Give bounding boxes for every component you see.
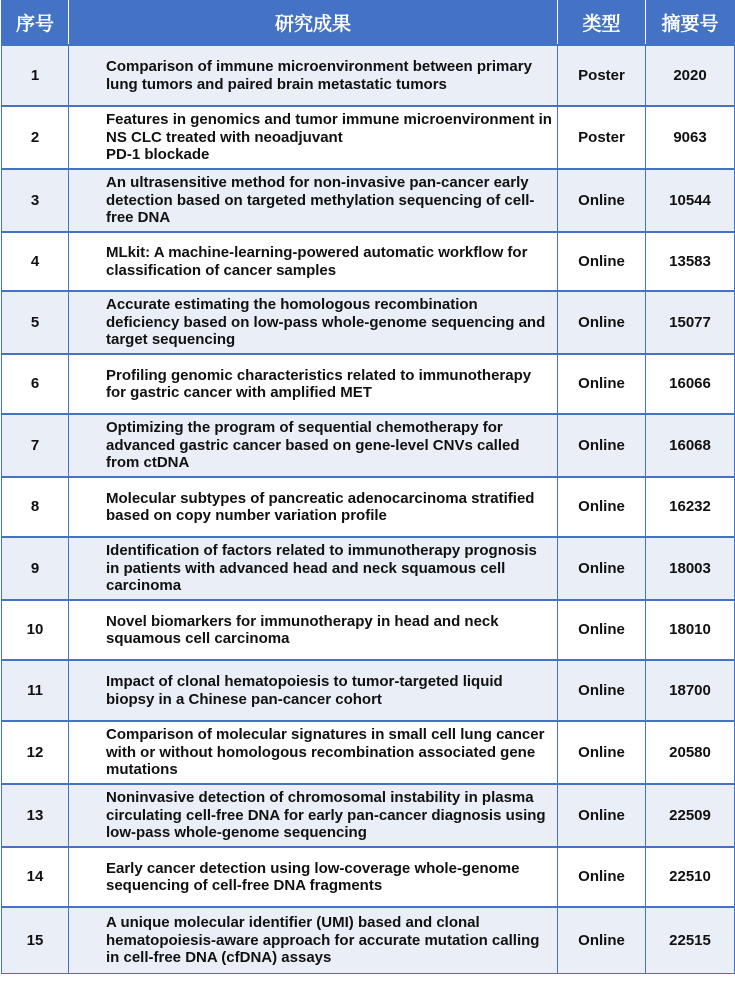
row-abstract-number: 16068	[646, 414, 735, 477]
row-index: 4	[2, 232, 69, 291]
table-row	[2, 106, 735, 169]
row-type: Online	[558, 291, 646, 354]
row-index: 10	[2, 600, 69, 660]
results-table	[1, 0, 735, 974]
row-abstract-number: 16232	[646, 477, 735, 537]
row-index: 8	[2, 477, 69, 537]
row-title	[69, 45, 558, 106]
row-index: 6	[2, 354, 69, 414]
row-title-text: Profiling genomic characteristics related to immunotherapy for gastric cancer with amplified MET	[106, 366, 532, 401]
row-abstract-number: 9063	[646, 106, 735, 169]
row-title	[69, 537, 558, 600]
row-index: 15	[2, 907, 69, 973]
table-row	[2, 847, 735, 907]
row-index: 7	[2, 414, 69, 477]
row-abstract-number: 15077	[646, 291, 735, 354]
row-type: Online	[558, 600, 646, 660]
row-title-text: Comparison of molecular signatures in small cell lung cancer with or without homologous recombination associated gene mutations	[106, 726, 545, 779]
row-abstract-number: 18700	[646, 660, 735, 721]
row-title-text: Optimizing the program of sequential chemotherapy for advanced gastric cancer based on gene-level CNVs called from ctDNA	[106, 419, 520, 472]
row-type: Online	[558, 721, 646, 784]
row-title-text: Molecular subtypes of pancreatic adenocarcinoma stratified based on copy number variation profile	[106, 489, 535, 524]
row-abstract-number: 22510	[646, 847, 735, 907]
table-row	[2, 721, 735, 784]
row-title-text: Novel biomarkers for immunotherapy in head and neck squamous cell carcinoma	[106, 612, 499, 647]
table-row	[2, 784, 735, 847]
table-row	[2, 45, 735, 106]
row-index: 5	[2, 291, 69, 354]
row-abstract-number: 18010	[646, 600, 735, 660]
row-abstract-number: 10544	[646, 169, 735, 232]
table-row	[2, 169, 735, 232]
row-type: Online	[558, 847, 646, 907]
row-title-text: Comparison of immune microenvironment between primary lung tumors and paired brain metastatic tumors	[106, 58, 532, 93]
header-abstract: 摘要号	[646, 1, 735, 46]
row-title	[69, 169, 558, 232]
row-index: 9	[2, 537, 69, 600]
row-abstract-number: 16066	[646, 354, 735, 414]
row-type: Online	[558, 354, 646, 414]
row-title-text: Identification of factors related to immunotherapy prognosis in patients with advanced head and neck squamous cell carcinoma	[106, 542, 537, 595]
row-title	[69, 784, 558, 847]
row-title-text: MLkit: A machine-learning-powered automatic workflow for classification of cancer samples	[106, 244, 528, 279]
row-type: Online	[558, 169, 646, 232]
row-type: Poster	[558, 106, 646, 169]
row-index: 11	[2, 660, 69, 721]
row-abstract-number: 20580	[646, 721, 735, 784]
row-title-text: Impact of clonal hematopoiesis to tumor-targeted liquid biopsy in a Chinese pan-cancer cohort	[106, 673, 503, 708]
header-index: 序号	[2, 1, 69, 46]
table-row	[2, 537, 735, 600]
row-type: Online	[558, 232, 646, 291]
row-title-text: Noninvasive detection of chromosomal instability in plasma circulating cell-free DNA for early pan-cancer diagnosis using low-pass whole-genome sequencing	[106, 789, 546, 842]
row-title	[69, 477, 558, 537]
row-title	[69, 291, 558, 354]
table-row	[2, 414, 735, 477]
row-title-text: Accurate estimating the homologous recombination deficiency based on low-pass whole-genome sequencing and target sequencing	[106, 296, 546, 349]
row-title	[69, 847, 558, 907]
row-type: Online	[558, 414, 646, 477]
table-row	[2, 291, 735, 354]
row-title	[69, 600, 558, 660]
row-title	[69, 721, 558, 784]
table-row	[2, 354, 735, 414]
row-abstract-number: 18003	[646, 537, 735, 600]
header-row	[2, 1, 735, 46]
row-index: 1	[2, 45, 69, 106]
row-title	[69, 907, 558, 973]
row-index: 14	[2, 847, 69, 907]
row-type: Online	[558, 784, 646, 847]
row-type: Online	[558, 907, 646, 973]
row-abstract-number: 2020	[646, 45, 735, 106]
row-type: Poster	[558, 45, 646, 106]
row-type: Online	[558, 660, 646, 721]
row-title-text: An ultrasensitive method for non-invasive pan-cancer early detection based on targeted methylation sequencing of cell-free DNA	[106, 174, 535, 227]
row-title	[69, 232, 558, 291]
table-body	[2, 45, 735, 973]
table-row	[2, 907, 735, 973]
header-type: 类型	[558, 1, 646, 46]
row-index: 3	[2, 169, 69, 232]
row-title-text: Features in genomics and tumor immune microenvironment in NS CLC treated with neoadjuvant PD-1 blockade	[106, 111, 552, 164]
row-abstract-number: 22509	[646, 784, 735, 847]
row-title	[69, 414, 558, 477]
row-title-text: Early cancer detection using low-coverage whole-genome sequencing of cell-free DNA fragments	[106, 859, 520, 894]
table-row	[2, 660, 735, 721]
table-row	[2, 477, 735, 537]
table-row	[2, 232, 735, 291]
row-index: 13	[2, 784, 69, 847]
table-header	[2, 1, 735, 46]
row-type: Online	[558, 477, 646, 537]
row-abstract-number: 22515	[646, 907, 735, 973]
row-index: 12	[2, 721, 69, 784]
row-index: 2	[2, 106, 69, 169]
row-title-text: A unique molecular identifier (UMI) based and clonal hematopoiesis-aware approach for accurate mutation calling in cell-free DNA (cfDNA) assays	[106, 914, 540, 966]
row-abstract-number: 13583	[646, 232, 735, 291]
row-type: Online	[558, 537, 646, 600]
row-title	[69, 354, 558, 414]
row-title	[69, 106, 558, 169]
row-title	[69, 660, 558, 721]
table-row	[2, 600, 735, 660]
header-title: 研究成果	[69, 1, 558, 46]
